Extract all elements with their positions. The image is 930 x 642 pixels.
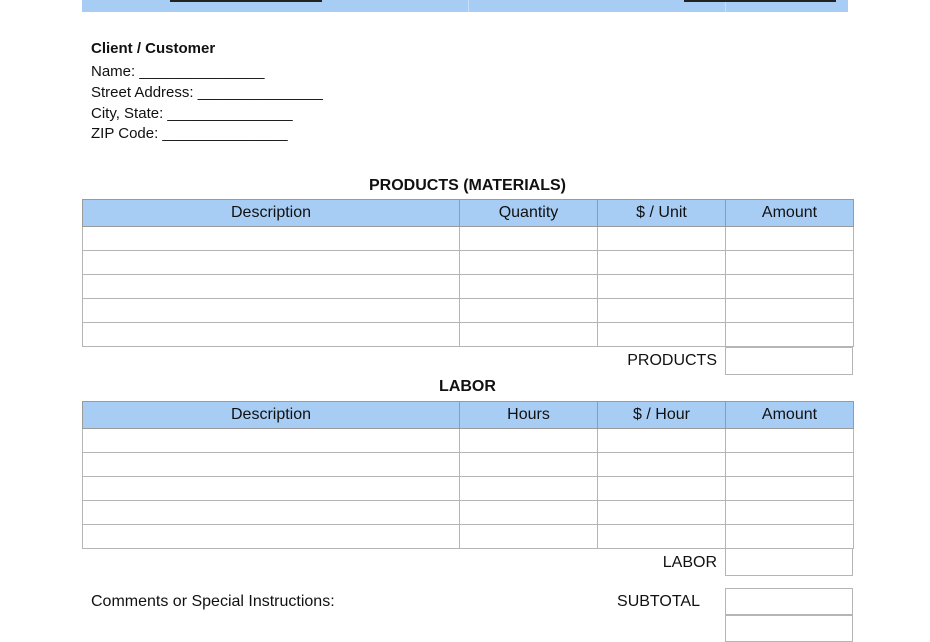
table-cell[interactable]	[83, 501, 460, 525]
products-table	[82, 199, 854, 347]
table-cell[interactable]	[460, 453, 598, 477]
client-city-state-field[interactable]: City, State: _______________	[91, 105, 293, 122]
table-cell[interactable]	[726, 453, 854, 477]
table-cell[interactable]	[460, 501, 598, 525]
client-street-field[interactable]: Street Address: _______________	[91, 84, 323, 101]
table-cell[interactable]	[83, 299, 460, 323]
table-cell[interactable]	[726, 525, 854, 549]
table-cell[interactable]	[460, 227, 598, 251]
table-cell[interactable]	[726, 429, 854, 453]
table-cell[interactable]	[598, 299, 726, 323]
table-cell[interactable]	[726, 477, 854, 501]
table-cell[interactable]	[83, 429, 460, 453]
divider	[468, 0, 469, 12]
table-cell[interactable]	[598, 275, 726, 299]
col-unit-price: $ / Unit	[598, 200, 726, 227]
subtotal-box[interactable]	[725, 588, 853, 616]
table-cell[interactable]	[460, 251, 598, 275]
table-row	[83, 477, 854, 501]
header-band	[82, 0, 848, 12]
table-row	[83, 501, 854, 525]
comments-label: Comments or Special Instructions:	[91, 593, 335, 610]
table-cell[interactable]	[83, 525, 460, 549]
col-amount: Amount	[726, 402, 854, 429]
table-cell[interactable]	[726, 323, 854, 347]
table-cell[interactable]	[726, 275, 854, 299]
labor-total-label: LABOR	[662, 554, 717, 571]
table-cell[interactable]	[598, 251, 726, 275]
table-cell[interactable]	[83, 251, 460, 275]
table-cell[interactable]	[460, 323, 598, 347]
col-hourly-rate: $ / Hour	[598, 402, 726, 429]
table-cell[interactable]	[460, 275, 598, 299]
client-name-field[interactable]: Name: _______________	[91, 63, 265, 80]
table-cell[interactable]	[83, 275, 460, 299]
table-row	[83, 525, 854, 549]
table-row	[83, 323, 854, 347]
labor-total-box[interactable]	[725, 548, 853, 576]
table-cell[interactable]	[83, 477, 460, 501]
table-cell[interactable]	[598, 501, 726, 525]
header-field-line-left[interactable]	[170, 0, 322, 2]
table-cell[interactable]	[460, 299, 598, 323]
table-cell[interactable]	[460, 477, 598, 501]
table-row	[83, 453, 854, 477]
table-cell[interactable]	[598, 525, 726, 549]
products-title: PRODUCTS (MATERIALS)	[368, 177, 567, 194]
header-field-line-right[interactable]	[684, 0, 836, 2]
table-row	[83, 275, 854, 299]
table-cell[interactable]	[83, 453, 460, 477]
client-title: Client / Customer	[91, 40, 216, 57]
table-row	[83, 251, 854, 275]
table-cell[interactable]	[726, 251, 854, 275]
table-cell[interactable]	[598, 227, 726, 251]
table-cell[interactable]	[598, 453, 726, 477]
subtotal-label: SUBTOTAL	[617, 593, 700, 610]
table-row	[83, 429, 854, 453]
table-cell[interactable]	[726, 299, 854, 323]
products-total-label: PRODUCTS	[627, 352, 717, 369]
col-hours: Hours	[460, 402, 598, 429]
col-description: Description	[83, 200, 460, 227]
col-amount: Amount	[726, 200, 854, 227]
col-quantity: Quantity	[460, 200, 598, 227]
table-cell[interactable]	[726, 227, 854, 251]
labor-title: LABOR	[439, 378, 496, 395]
table-cell[interactable]	[726, 501, 854, 525]
table-row	[83, 227, 854, 251]
client-zip-field[interactable]: ZIP Code: _______________	[91, 125, 288, 142]
next-total-box[interactable]	[725, 614, 853, 642]
table-cell[interactable]	[83, 323, 460, 347]
products-total-box[interactable]	[725, 347, 853, 375]
table-row	[83, 299, 854, 323]
table-cell[interactable]	[598, 477, 726, 501]
labor-table	[82, 401, 854, 549]
col-description: Description	[83, 402, 460, 429]
table-cell[interactable]	[83, 227, 460, 251]
table-cell[interactable]	[598, 429, 726, 453]
table-cell[interactable]	[460, 429, 598, 453]
table-cell[interactable]	[460, 525, 598, 549]
table-cell[interactable]	[598, 323, 726, 347]
